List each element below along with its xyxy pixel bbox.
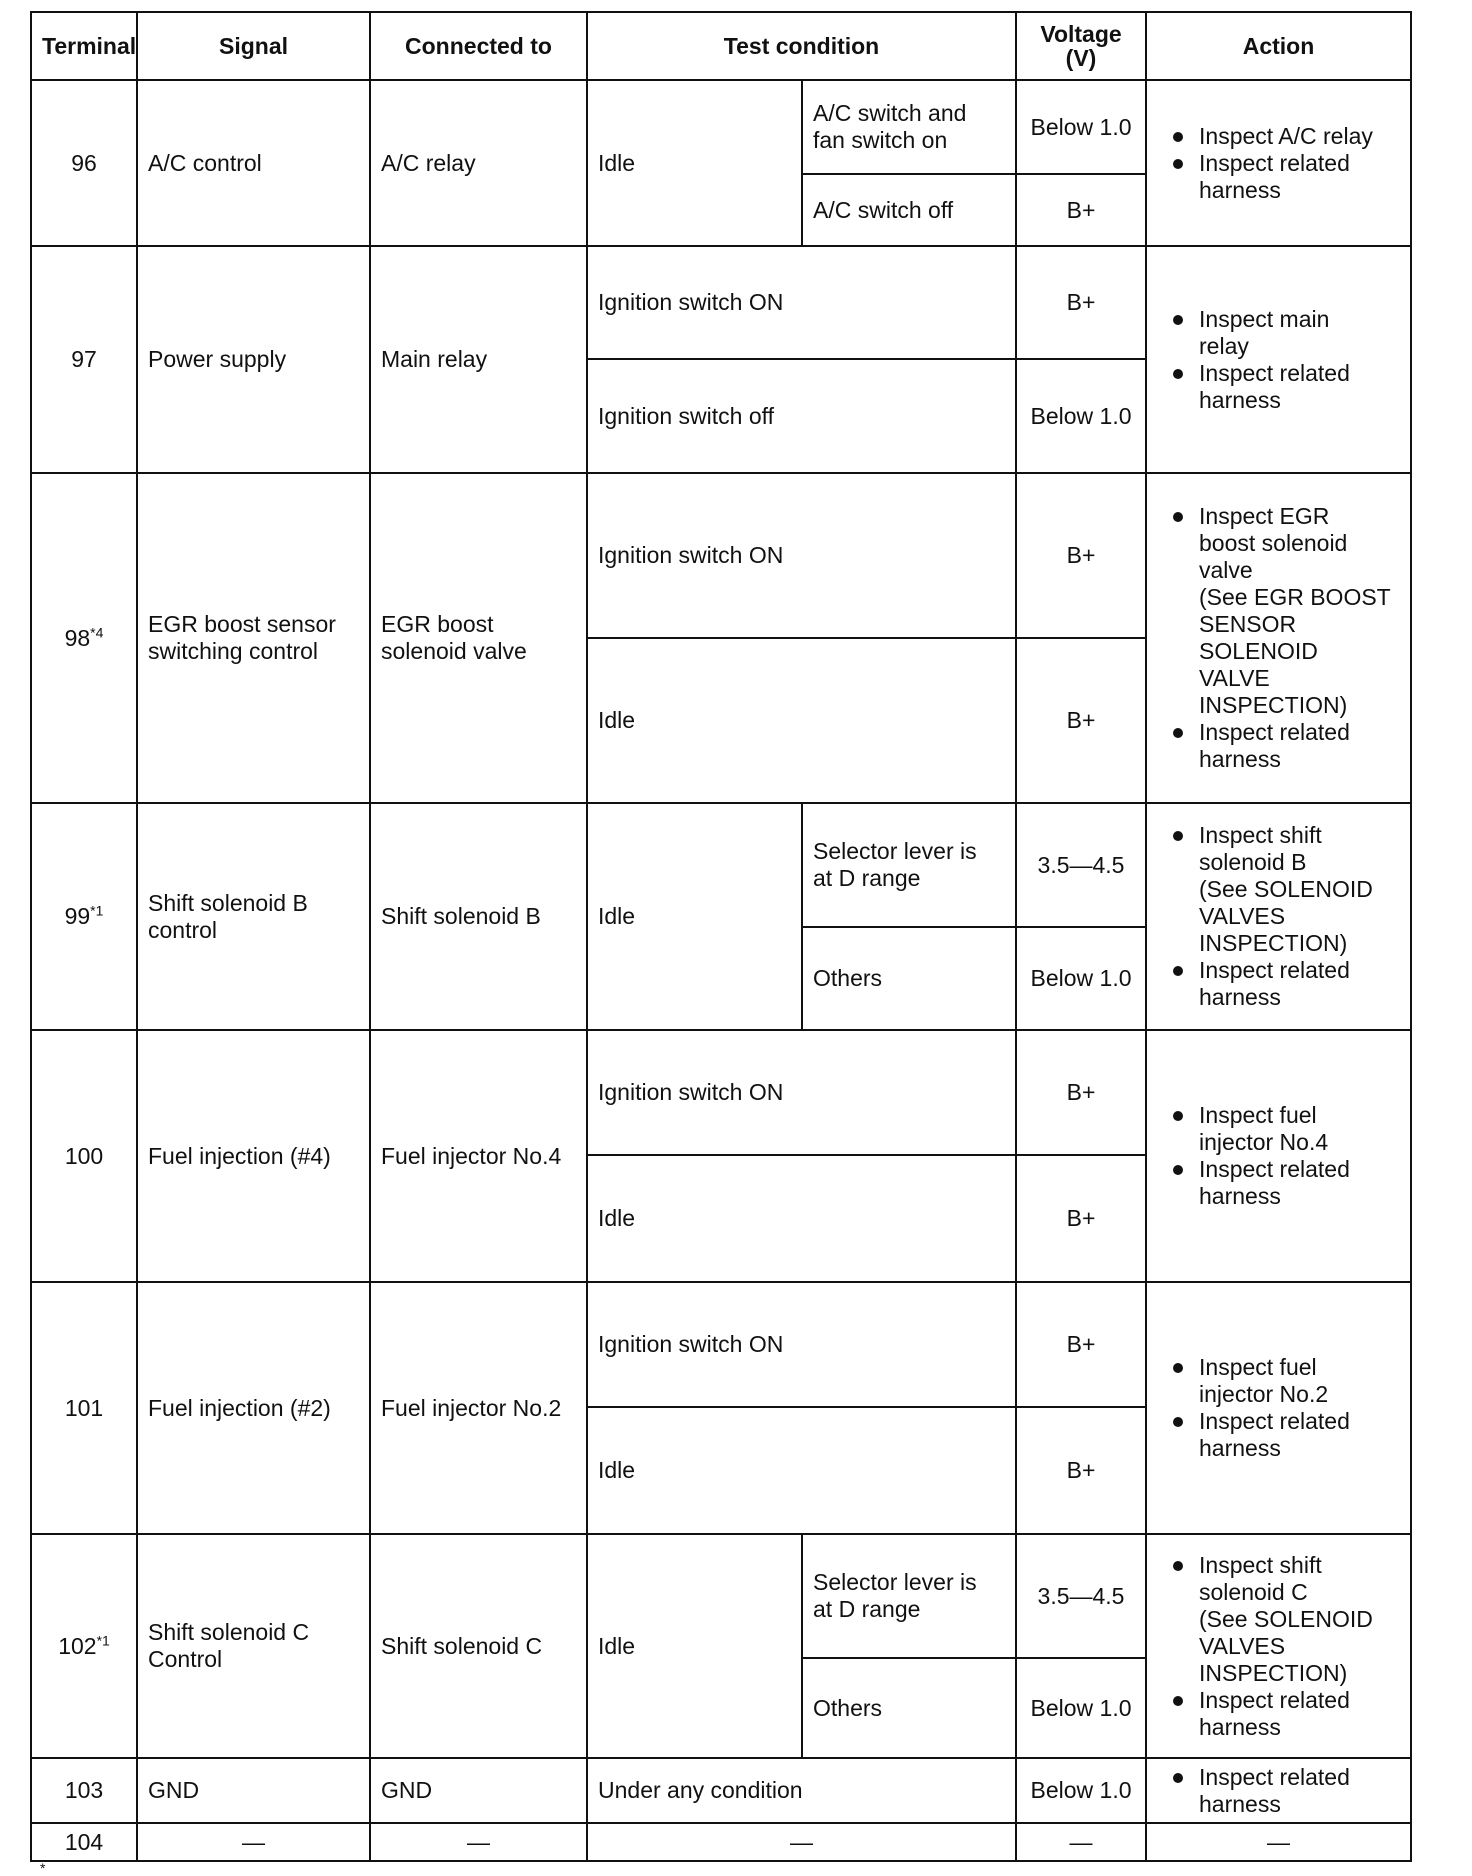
action-item: Inspect related harness <box>1171 1687 1392 1741</box>
table-row <box>31 1534 1411 1658</box>
action-cell <box>1146 1030 1411 1282</box>
footnote-mark: *1 <box>90 902 104 919</box>
header-action: Action <box>1146 12 1411 80</box>
sub-condition-cell: Others <box>802 927 1016 1030</box>
signal-cell: GND <box>137 1758 370 1823</box>
voltage-cell: Below 1.0 <box>1016 80 1146 174</box>
connected-cell: — <box>370 1823 587 1861</box>
condition-cell: Idle <box>587 80 802 246</box>
voltage-cell: B+ <box>1016 1030 1146 1155</box>
signal-cell: Shift solenoid C Control <box>137 1534 370 1758</box>
table-row <box>31 1030 1411 1155</box>
signal-cell: — <box>137 1823 370 1861</box>
action-item: Inspect related harness <box>1171 150 1392 204</box>
voltage-cell: B+ <box>1016 1282 1146 1407</box>
table-row <box>31 246 1411 359</box>
action-cell <box>1146 803 1411 1030</box>
footnote-mark: *1 <box>96 1631 110 1648</box>
footnote-marker: * <box>40 1860 46 1876</box>
terminal-cell <box>31 1534 137 1758</box>
action-item: Inspect related harness <box>1171 957 1392 1011</box>
condition-cell: Under any condition <box>587 1758 1016 1823</box>
signal-cell: Fuel injection (#4) <box>137 1030 370 1282</box>
header-voltage: Voltage (V) <box>1016 12 1146 80</box>
terminal-cell: 97 <box>31 246 137 473</box>
header-connected-to: Connected to <box>370 12 587 80</box>
header-row <box>31 12 1411 80</box>
action-item: Inspect related harness <box>1171 719 1392 773</box>
connected-cell: Fuel injector No.4 <box>370 1030 587 1282</box>
action-item: Inspect related harness <box>1171 1764 1392 1818</box>
action-item: Inspect fuel injector No.2 <box>1171 1354 1392 1408</box>
voltage-cell: 3.5—4.5 <box>1016 803 1146 927</box>
condition-cell: Idle <box>587 1407 1016 1534</box>
voltage-cell: B+ <box>1016 1407 1146 1534</box>
action-item: Inspect related harness <box>1171 1408 1392 1462</box>
terminal-voltage-table <box>30 11 1412 1862</box>
condition-cell: Ignition switch ON <box>587 1030 1016 1155</box>
action-cell <box>1146 1534 1411 1758</box>
terminal-cell: 104 <box>31 1823 137 1861</box>
signal-cell: Fuel injection (#2) <box>137 1282 370 1534</box>
sub-condition-cell: A/C switch off <box>802 174 1016 246</box>
voltage-cell: B+ <box>1016 174 1146 246</box>
condition-cell: Ignition switch ON <box>587 246 1016 359</box>
header-test-condition: Test condition <box>587 12 1016 80</box>
voltage-cell: B+ <box>1016 638 1146 803</box>
condition-cell: Idle <box>587 803 802 1030</box>
connected-cell: Shift solenoid B <box>370 803 587 1030</box>
header-terminal: Terminal <box>31 12 137 80</box>
action-item: Inspect shift solenoid C (See SOLENOID VALVES INSPECTION) <box>1171 1552 1392 1687</box>
sub-condition-cell: A/C switch and fan switch on <box>802 80 1016 174</box>
terminal-number: 99 <box>64 903 91 929</box>
table-row <box>31 1282 1411 1407</box>
action-item: Inspect main relay <box>1171 306 1392 360</box>
terminal-number: 98 <box>64 624 91 651</box>
table-row <box>31 1823 1411 1861</box>
voltage-cell: B+ <box>1016 473 1146 638</box>
header-signal: Signal <box>137 12 370 80</box>
terminal-cell: 101 <box>31 1282 137 1534</box>
voltage-cell: — <box>1016 1823 1146 1861</box>
action-cell <box>1146 1758 1411 1823</box>
action-item: Inspect related harness <box>1171 360 1392 414</box>
condition-cell: Idle <box>587 1155 1016 1282</box>
table-row <box>31 80 1411 174</box>
condition-cell: Idle <box>587 638 1016 803</box>
sub-condition-cell: Others <box>802 1658 1016 1758</box>
connected-cell: GND <box>370 1758 587 1823</box>
terminal-cell <box>31 803 137 1030</box>
connected-cell: EGR boost solenoid valve <box>370 473 587 803</box>
condition-cell: Ignition switch off <box>587 359 1016 473</box>
connected-cell: A/C relay <box>370 80 587 246</box>
table-row <box>31 803 1411 927</box>
voltage-cell: 3.5—4.5 <box>1016 1534 1146 1658</box>
footnote-mark: *4 <box>90 623 104 640</box>
action-cell: — <box>1146 1823 1411 1861</box>
connected-cell: Fuel injector No.2 <box>370 1282 587 1534</box>
table-row <box>31 1758 1411 1823</box>
connected-cell: Shift solenoid C <box>370 1534 587 1758</box>
terminal-cell: 103 <box>31 1758 137 1823</box>
signal-cell: Power supply <box>137 246 370 473</box>
action-item: Inspect A/C relay <box>1171 123 1392 150</box>
terminal-cell: 100 <box>31 1030 137 1282</box>
voltage-cell: B+ <box>1016 1155 1146 1282</box>
condition-cell: — <box>587 1823 1016 1861</box>
action-cell <box>1146 473 1411 803</box>
voltage-cell: Below 1.0 <box>1016 927 1146 1030</box>
voltage-cell: Below 1.0 <box>1016 1658 1146 1758</box>
condition-cell: Ignition switch ON <box>587 473 1016 638</box>
terminal-cell: 96 <box>31 80 137 246</box>
action-cell <box>1146 80 1411 246</box>
condition-cell: Idle <box>587 1534 802 1758</box>
action-cell <box>1146 246 1411 473</box>
sub-condition-cell: Selector lever is at D range <box>802 803 1016 927</box>
signal-cell: Shift solenoid B control <box>137 803 370 1030</box>
terminal-cell <box>31 473 137 803</box>
connected-cell: Main relay <box>370 246 587 473</box>
action-item: Inspect EGR boost solenoid valve (See EGR BOOST SENSOR SOLENOID VALVE INSPECTION) <box>1171 503 1392 719</box>
voltage-cell: Below 1.0 <box>1016 1758 1146 1823</box>
condition-cell: Ignition switch ON <box>587 1282 1016 1407</box>
action-item: Inspect shift solenoid B (See SOLENOID VALVES INSPECTION) <box>1171 822 1392 957</box>
terminal-number: 102 <box>58 1632 97 1659</box>
signal-cell: A/C control <box>137 80 370 246</box>
voltage-cell: Below 1.0 <box>1016 359 1146 473</box>
action-item: Inspect fuel injector No.4 <box>1171 1102 1392 1156</box>
sub-condition-cell: Selector lever is at D range <box>802 1534 1016 1658</box>
signal-cell: EGR boost sensor switching control <box>137 473 370 803</box>
action-item: Inspect related harness <box>1171 1156 1392 1210</box>
action-cell <box>1146 1282 1411 1534</box>
table-row <box>31 473 1411 638</box>
voltage-cell: B+ <box>1016 246 1146 359</box>
